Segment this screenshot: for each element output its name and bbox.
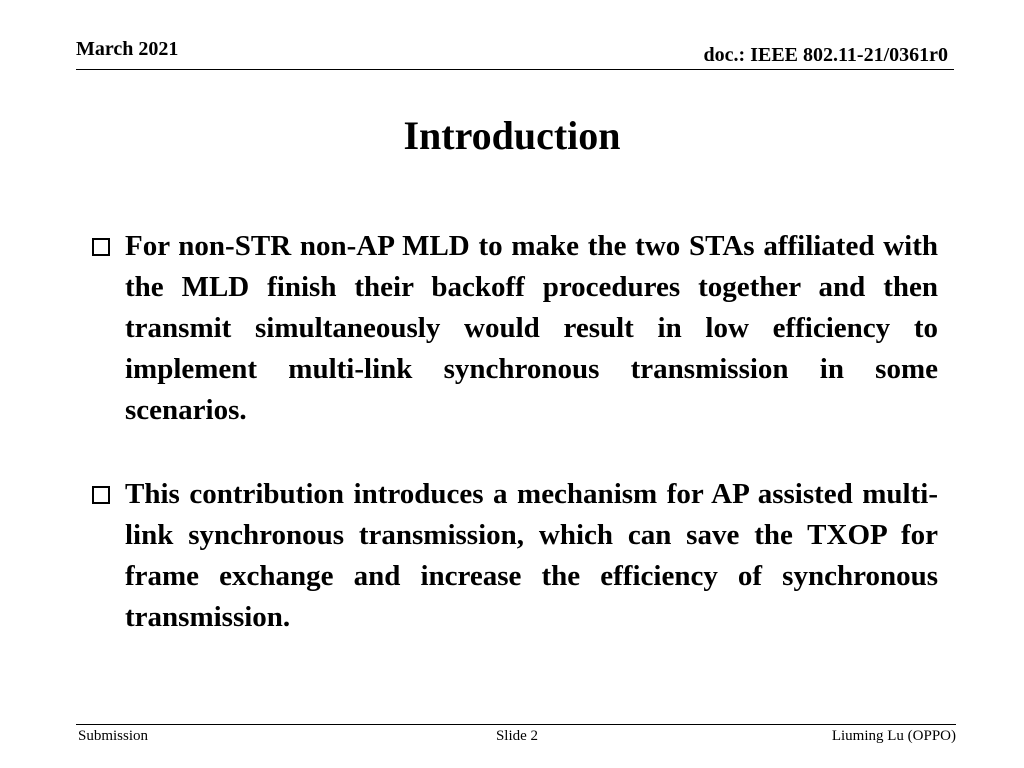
square-bullet-icon [92,238,110,256]
footer-divider [76,724,956,725]
slide-title: Introduction [403,113,621,158]
header-date: March 2021 [76,38,179,60]
footer-slide-number: Slide 2 [495,728,539,744]
footer-submission: Submission [78,728,149,744]
square-bullet-icon [92,486,110,504]
bullet-item [92,226,938,431]
bullet-list [92,226,938,638]
bullet-text: This contribution introduces a mechanism for AP assisted multi-link synchronous transmission, which can save the TXOP for frame exchange and increase the efficiency of synchronous transmission. [125,478,938,633]
footer-author: Liuming Lu (OPPO) [831,728,956,744]
header-doc-id: doc.: IEEE 802.11-21/0361r0 [703,44,948,66]
bullet-text: For non-STR non-AP MLD to make the two STAs affiliated with the MLD finish their backoff procedures together and then transmit simultaneously would result in low efficiency to implement multi-link synchronous transmission in some scenarios. [125,230,938,426]
bullet-item [92,474,938,638]
header-divider [76,69,954,70]
